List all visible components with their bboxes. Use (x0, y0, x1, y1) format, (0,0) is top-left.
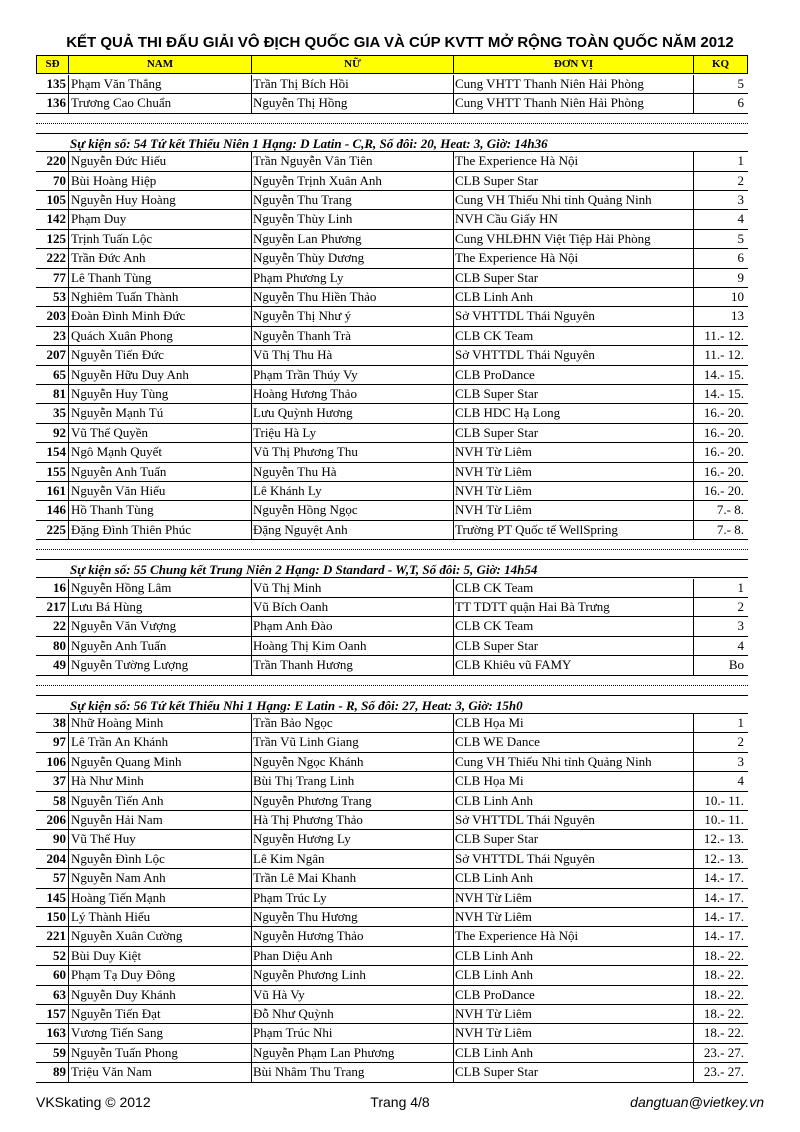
table-row (36, 404, 748, 423)
table-row (36, 889, 748, 908)
cell-sd: 163 (46, 1025, 66, 1041)
cell-kq: 18.- 22. (703, 986, 744, 1002)
cell-kq: 1 (737, 153, 744, 169)
cell-don-vi: CLB HDC Hạ Long (455, 405, 561, 421)
cell-don-vi: CLB ProDance (455, 986, 535, 1002)
cell-nu: Nguyễn Hương Ly (253, 831, 351, 847)
cell-nam: Nguyễn Tường Lượng (71, 657, 189, 673)
cell-don-vi: CLB CK Team (455, 579, 534, 595)
cell-kq: 14.- 17. (703, 928, 744, 944)
table-row (36, 811, 748, 830)
cell-sd: 135 (46, 76, 66, 91)
table-row (36, 191, 748, 210)
cell-sd: 22 (53, 618, 66, 634)
cell-don-vi: TT TDTT quận Hai Bà Trưng (455, 599, 610, 614)
cell-nu: Nguyễn Trịnh Xuân Anh (253, 172, 382, 188)
cell-sd: 58 (53, 792, 66, 808)
cell-don-vi: CLB CK Team (455, 327, 534, 343)
cell-don-vi: Sở VHTTDL Thái Nguyên (455, 308, 595, 324)
cell-kq: 13 (731, 308, 744, 324)
cell-don-vi: Cung VHLĐHN Việt Tiệp Hải Phòng (455, 230, 651, 246)
cell-nu: Nguyễn Thu Hương (253, 909, 358, 924)
cell-don-vi: CLB WE Dance (455, 734, 540, 750)
cell-sd: 221 (46, 928, 66, 944)
cell-kq: 4 (737, 773, 744, 789)
cell-nam: Đoàn Đình Minh Đức (71, 308, 186, 324)
header-kq: KQ (711, 58, 730, 70)
cell-don-vi: Trường PT Quốc tế WellSpring (455, 521, 618, 537)
cell-don-vi: CLB Linh Anh (455, 289, 534, 304)
cell-nu: Lê Khánh Ly (253, 483, 322, 498)
table-row (36, 733, 748, 752)
cell-don-vi: NVH Từ Liêm (455, 1006, 532, 1021)
cell-sd: 145 (46, 889, 66, 905)
cell-nu: Lê Kim Ngân (253, 850, 325, 866)
cell-don-vi: CLB Linh Anh (455, 967, 534, 983)
cell-sd: 38 (53, 715, 66, 730)
section-separator (36, 123, 748, 125)
cell-nam: Lưu Bá Hùng (71, 599, 143, 614)
cell-nam: Nguyễn Anh Tuấn (71, 463, 167, 479)
table-row (36, 908, 748, 927)
cell-nu: Trần Nguyễn Vân Tiên (253, 153, 373, 169)
table-row (36, 753, 748, 772)
cell-nam: Nguyễn Huy Tùng (71, 386, 169, 401)
cell-nam: Nhữ Hoàng Minh (71, 715, 164, 730)
table-row (36, 443, 748, 462)
cell-nam: Nguyễn Quang Minh (71, 753, 182, 769)
cell-nam: Lê Trần An Khánh (71, 734, 169, 750)
table-row (36, 366, 748, 385)
cell-don-vi: CLB Linh Anh (455, 792, 534, 808)
cell-nam: Triệu Văn Nam (71, 1064, 152, 1080)
cell-don-vi: Sở VHTTDL Thái Nguyên (455, 812, 595, 827)
cell-don-vi: Cung VH Thiếu Nhi tỉnh Quảng Ninh (455, 192, 652, 207)
table-row (36, 966, 748, 985)
cell-nam: Nguyễn Đức Hiếu (71, 153, 167, 169)
cell-sd: 97 (53, 734, 66, 750)
cell-sd: 89 (53, 1064, 66, 1080)
cell-don-vi: The Experience Hà Nội (455, 153, 579, 169)
cell-nu: Nguyễn Thùy Linh (253, 211, 353, 227)
cell-nam: Nguyễn Huy Hoàng (71, 192, 176, 207)
cell-nam: Ngô Mạnh Quyết (71, 444, 162, 460)
cell-kq: 1 (737, 715, 744, 730)
cell-kq: 23.- 27. (703, 1064, 744, 1080)
cell-kq: 2 (737, 734, 744, 750)
table-row (36, 249, 748, 268)
cell-don-vi: Cung VH Thiếu Nhi tỉnh Quảng Ninh (455, 753, 652, 769)
cell-nam: Nguyễn Anh Tuấn (71, 637, 167, 653)
header-nu: NỮ (252, 56, 454, 73)
cell-don-vi: CLB ProDance (455, 366, 535, 382)
cell-sd: 81 (53, 386, 66, 401)
cell-kq: 1 (737, 579, 744, 595)
cell-nu: Bùi Thị Trang Linh (253, 773, 355, 789)
cell-nu: Nguyễn Thị Hồng (253, 95, 348, 111)
cell-nam: Nguyễn Nam Anh (71, 870, 166, 886)
cell-kq: 14.- 15. (703, 386, 744, 401)
cell-don-vi: CLB Super Star (455, 1064, 539, 1080)
cell-nu: Nguyễn Thu Hà (253, 463, 337, 479)
table-row (36, 75, 748, 94)
table-row (36, 637, 748, 656)
cell-nu: Vũ Bích Oanh (253, 599, 329, 614)
cell-sd: 37 (53, 773, 66, 789)
cell-sd: 206 (46, 812, 66, 827)
cell-kq: 11.- 12. (704, 347, 744, 363)
cell-nam: Nguyễn Đình Lộc (71, 850, 165, 866)
cell-nu: Trần Thị Bích Hồi (253, 76, 349, 91)
cell-sd: 105 (46, 192, 66, 207)
cell-kq: 18.- 22. (703, 1025, 744, 1041)
cell-sd: 92 (53, 424, 66, 440)
table-row (36, 269, 748, 288)
cell-nu: Nguyễn Thị Như ý (253, 308, 352, 324)
table-row (36, 307, 748, 326)
cell-don-vi: CLB Super Star (455, 831, 539, 847)
cell-nam: Nguyễn Tiến Đạt (71, 1006, 161, 1021)
cell-nam: Bùi Hoàng Hiệp (71, 172, 157, 188)
cell-don-vi: CLB Khiêu vũ FAMY (455, 657, 572, 673)
cell-nam: Lê Thanh Tùng (71, 269, 152, 285)
cell-nam: Nguyễn Mạnh Tú (71, 405, 164, 421)
cell-nu: Nguyễn Hương Thảo (253, 928, 364, 944)
cell-kq: 10 (731, 289, 744, 304)
cell-kq: 4 (737, 637, 744, 653)
cell-don-vi: CLB Super Star (455, 637, 539, 653)
header-don-vi: ĐƠN VỊ (454, 56, 694, 73)
table-row (36, 986, 748, 1005)
cell-nu: Nguyễn Phương Trang (253, 792, 372, 808)
table-row (36, 521, 748, 540)
cell-kq: 9 (737, 269, 744, 285)
cell-nam: Hoàng Tiến Mạnh (71, 889, 166, 905)
cell-nu: Lưu Quỳnh Hương (253, 405, 353, 421)
cell-sd: 220 (46, 153, 66, 169)
cell-sd: 161 (46, 483, 66, 498)
cell-don-vi: The Experience Hà Nội (455, 250, 579, 266)
table-row (36, 1005, 748, 1024)
cell-sd: 222 (46, 250, 66, 266)
cell-kq: 16.- 20. (703, 463, 744, 479)
table-row (36, 772, 748, 791)
cell-don-vi: Sở VHTTDL Thái Nguyên (455, 850, 595, 866)
cell-kq: 2 (737, 172, 744, 188)
cell-nam: Nghiêm Tuấn Thành (71, 289, 179, 304)
header-nam: NAM (69, 56, 252, 73)
table-row (36, 463, 748, 482)
cell-kq: 5 (737, 230, 744, 246)
cell-kq: Bo (728, 657, 744, 673)
table-row (36, 1063, 748, 1082)
table-row (36, 869, 748, 888)
cell-sd: 155 (46, 463, 66, 479)
cell-kq: 7.- 8. (716, 502, 744, 518)
cell-sd: 125 (46, 230, 66, 246)
cell-don-vi: NVH Cầu Giấy HN (455, 211, 558, 227)
table-row (36, 172, 748, 191)
cell-sd: 49 (53, 657, 66, 673)
cell-kq: 12.- 13. (703, 850, 744, 866)
cell-kq: 3 (737, 192, 744, 207)
cell-sd: 154 (46, 444, 66, 460)
cell-nam: Vũ Thế Quyền (71, 424, 149, 440)
cell-don-vi: CLB Linh Anh (455, 947, 534, 963)
cell-kq: 16.- 20. (703, 444, 744, 460)
cell-don-vi: Cung VHTT Thanh Niên Hải Phòng (455, 76, 644, 91)
cell-nam: Nguyễn Tiến Đức (71, 347, 164, 363)
cell-don-vi: Sở VHTTDL Thái Nguyên (455, 347, 595, 363)
cell-nam: Lý Thành Hiếu (71, 909, 151, 924)
cell-nam: Nguyễn Duy Khánh (71, 986, 176, 1002)
cell-nu: Phạm Anh Đào (253, 618, 333, 634)
cell-nu: Nguyễn Lan Phương (253, 230, 362, 246)
cell-sd: 80 (53, 637, 66, 653)
cell-nu: Phạm Trúc Nhi (253, 1025, 333, 1041)
cell-nam: Hồ Thanh Tùng (71, 502, 154, 518)
table-row (36, 656, 748, 675)
cell-don-vi: CLB Super Star (455, 424, 539, 440)
cell-kq: 14.- 17. (703, 909, 744, 924)
table-row (36, 152, 748, 171)
cell-kq: 18.- 22. (703, 1006, 744, 1021)
table-row (36, 424, 748, 443)
cell-nam: Nguyễn Văn Hiếu (71, 483, 166, 498)
cell-sd: 59 (53, 1044, 66, 1060)
cell-nu: Nguyễn Phương Linh (253, 967, 366, 983)
table-row (36, 579, 748, 598)
cell-sd: 225 (46, 521, 66, 537)
table-row (36, 947, 748, 966)
table-row (36, 327, 748, 346)
cell-nu: Vũ Thị Phương Thu (253, 444, 358, 460)
cell-kq: 11.- 12. (704, 327, 744, 343)
cell-nu: Nguyễn Hồng Ngọc (253, 502, 358, 518)
cell-sd: 77 (53, 269, 66, 285)
cell-nu: Nguyễn Thu Trang (253, 192, 352, 207)
table-row (36, 346, 748, 365)
cell-don-vi: NVH Từ Liêm (455, 463, 532, 479)
cell-nu: Đỗ Như Quỳnh (253, 1006, 334, 1021)
table-row (36, 1044, 748, 1063)
table-row (36, 792, 748, 811)
footer-email: dangtuan@vietkey.vn (630, 1094, 764, 1110)
section-separator (36, 685, 748, 687)
cell-nu: Vũ Thị Thu Hà (253, 347, 333, 363)
cell-sd: 203 (46, 308, 66, 324)
cell-kq: 2 (737, 599, 744, 614)
cell-nu: Nguyễn Thu Hiền Thảo (253, 289, 377, 304)
cell-sd: 70 (53, 172, 66, 188)
cell-kq: 4 (737, 211, 744, 227)
cell-nam: Trần Đức Anh (71, 250, 146, 266)
cell-don-vi: NVH Từ Liêm (455, 483, 532, 498)
cell-don-vi: CLB Super Star (455, 269, 539, 285)
cell-sd: 35 (53, 405, 66, 421)
cell-nam: Đặng Đình Thiên Phúc (71, 521, 191, 537)
table-row (36, 230, 748, 249)
cell-don-vi: NVH Từ Liêm (455, 502, 532, 518)
cell-sd: 136 (46, 95, 66, 111)
cell-kq: 3 (737, 618, 744, 634)
cell-nu: Triệu Hà Ly (253, 424, 317, 440)
cell-sd: 16 (53, 579, 66, 595)
cell-kq: 16.- 20. (703, 424, 744, 440)
cell-sd: 60 (53, 967, 66, 983)
cell-nu: Nguyễn Phạm Lan Phương (253, 1044, 395, 1060)
cell-sd: 106 (46, 753, 66, 769)
cell-kq: 14.- 17. (703, 870, 744, 886)
table-row (36, 288, 748, 307)
cell-sd: 65 (53, 366, 66, 382)
table-row (36, 210, 748, 229)
cell-sd: 146 (46, 502, 66, 518)
cell-nu: Đặng Nguyệt Anh (253, 521, 348, 537)
cell-don-vi: NVH Từ Liêm (455, 1025, 532, 1041)
cell-don-vi: CLB Họa Mi (455, 715, 524, 730)
cell-nu: Trần Lê Mai Khanh (253, 870, 357, 886)
table-row (36, 617, 748, 636)
cell-sd: 217 (46, 599, 66, 614)
cell-kq: 16.- 20. (703, 405, 744, 421)
event-heading: Sự kiện số: 54 Tứ kết Thiếu Niên 1 Hạng: D Latin - C,R, Số đôi: 20, Heat: 3, Giờ: 14h36 (36, 133, 748, 152)
cell-nu: Vũ Thị Minh (253, 579, 322, 595)
cell-nam: Phạm Văn Thắng (71, 76, 162, 91)
cell-nam: Quách Xuân Phong (71, 327, 173, 343)
cell-nu: Hà Thị Phương Thảo (253, 812, 363, 827)
cell-nu: Trần Vũ Linh Giang (253, 734, 359, 750)
table-row (36, 385, 748, 404)
cell-kq: 14.- 15. (703, 366, 744, 382)
cell-sd: 23 (53, 327, 66, 343)
cell-nu: Trần Thanh Hương (253, 657, 353, 673)
cell-nu: Trần Bảo Ngọc (253, 715, 333, 730)
cell-nam: Phạm Duy (71, 211, 127, 227)
cell-nu: Phạm Trúc Ly (253, 889, 327, 905)
cell-sd: 90 (53, 831, 66, 847)
cell-sd: 150 (46, 909, 66, 924)
cell-kq: 18.- 22. (703, 947, 744, 963)
cell-don-vi: NVH Từ Liêm (455, 909, 532, 924)
table-row (36, 714, 748, 733)
cell-nu: Phạm Trần Thúy Vy (253, 366, 358, 382)
cell-nam: Trịnh Tuấn Lộc (71, 230, 153, 246)
table-row (36, 830, 748, 849)
cell-kq: 23.- 27. (703, 1044, 744, 1060)
cell-don-vi: CLB CK Team (455, 618, 534, 634)
cell-sd: 207 (46, 347, 66, 363)
cell-kq: 7.- 8. (716, 521, 744, 537)
cell-sd: 142 (46, 211, 66, 227)
header-sd: SĐ (37, 56, 69, 73)
cell-sd: 53 (53, 289, 66, 304)
cell-kq: 6 (737, 250, 744, 266)
cell-don-vi: CLB Super Star (455, 386, 539, 401)
cell-nu: Nguyễn Ngọc Khánh (253, 753, 364, 769)
cell-nam: Nguyễn Tiến Anh (71, 792, 164, 808)
cell-nam: Vũ Thế Huy (71, 831, 136, 847)
cell-don-vi: Cung VHTT Thanh Niên Hải Phòng (455, 95, 644, 111)
section-separator (36, 549, 748, 551)
cell-nu: Nguyễn Thanh Trà (253, 327, 351, 343)
cell-nam: Nguyễn Văn Vượng (71, 618, 177, 634)
cell-don-vi: NVH Từ Liêm (455, 889, 532, 905)
cell-sd: 57 (53, 870, 66, 886)
cell-sd: 157 (46, 1006, 66, 1021)
cell-nam: Nguyễn Hồng Lâm (71, 579, 172, 595)
cell-nam: Nguyễn Xuân Cường (71, 928, 183, 944)
cell-kq: 18.- 22. (703, 967, 744, 983)
cell-nu: Phạm Phương Ly (253, 269, 344, 285)
table-row (36, 501, 748, 520)
table-row (36, 1024, 748, 1043)
cell-nu: Nguyễn Thùy Dương (253, 250, 365, 266)
table-row (36, 850, 748, 869)
cell-sd: 63 (53, 986, 66, 1002)
cell-don-vi: CLB Super Star (455, 172, 539, 188)
cell-nu: Bùi Nhâm Thu Trang (253, 1064, 365, 1080)
cell-don-vi: The Experience Hà Nội (455, 928, 579, 944)
event-heading: Sự kiện số: 56 Tứ kết Thiếu Nhi 1 Hạng: E Latin - R, Số đôi: 27, Heat: 3, Giờ: 15h0 (36, 695, 748, 714)
cell-kq: 14.- 17. (703, 889, 744, 905)
cell-nam: Bùi Duy Kiệt (71, 947, 142, 963)
cell-kq: 5 (737, 76, 744, 91)
cell-nam: Phạm Tạ Duy Đông (71, 967, 176, 983)
cell-nam: Hà Như Minh (71, 773, 144, 789)
cell-nam: Vương Tiến Sang (71, 1025, 163, 1041)
cell-nam: Nguyễn Hải Nam (71, 812, 163, 827)
cell-nam: Nguyễn Tuấn Phong (71, 1044, 178, 1060)
page-title: KẾT QUẢ THI ĐẤU GIẢI VÔ ĐỊCH QUỐC GIA VÀ CÚP KVTT MỞ RỘNG TOÀN QUỐC NĂM 2012 (66, 34, 734, 51)
footer-copyright: VKSkating © 2012 (36, 1094, 151, 1110)
cell-kq: 6 (737, 95, 744, 111)
table-header (36, 55, 748, 74)
cell-nam: Nguyễn Hữu Duy Anh (71, 366, 189, 382)
cell-kq: 10.- 11. (704, 792, 744, 808)
table-row (36, 94, 748, 113)
cell-don-vi: CLB Họa Mi (455, 773, 524, 789)
cell-nu: Phan Diệu Anh (253, 947, 333, 963)
cell-don-vi: NVH Từ Liêm (455, 444, 532, 460)
cell-don-vi: CLB Linh Anh (455, 870, 534, 886)
cell-nu: Hoàng Thị Kim Oanh (253, 637, 367, 653)
cell-nu: Vũ Hà Vy (253, 986, 305, 1002)
table-row (36, 482, 748, 501)
cell-kq: 16.- 20. (703, 483, 744, 498)
table-row (36, 927, 748, 946)
footer-page-number: Trang 4/8 (370, 1094, 430, 1110)
cell-kq: 10.- 11. (704, 812, 744, 827)
cell-sd: 52 (53, 947, 66, 963)
cell-nam: Trương Cao Chuẩn (71, 95, 172, 111)
cell-kq: 3 (737, 753, 744, 769)
cell-sd: 204 (46, 850, 66, 866)
table-row (36, 598, 748, 617)
cell-nu: Hoàng Hương Thảo (253, 386, 357, 401)
cell-don-vi: CLB Linh Anh (455, 1044, 534, 1060)
event-heading: Sự kiện số: 55 Chung kết Trung Niên 2 Hạng: D Standard - W,T, Số đôi: 5, Giờ: 14h54 (36, 559, 748, 578)
cell-kq: 12.- 13. (703, 831, 744, 847)
